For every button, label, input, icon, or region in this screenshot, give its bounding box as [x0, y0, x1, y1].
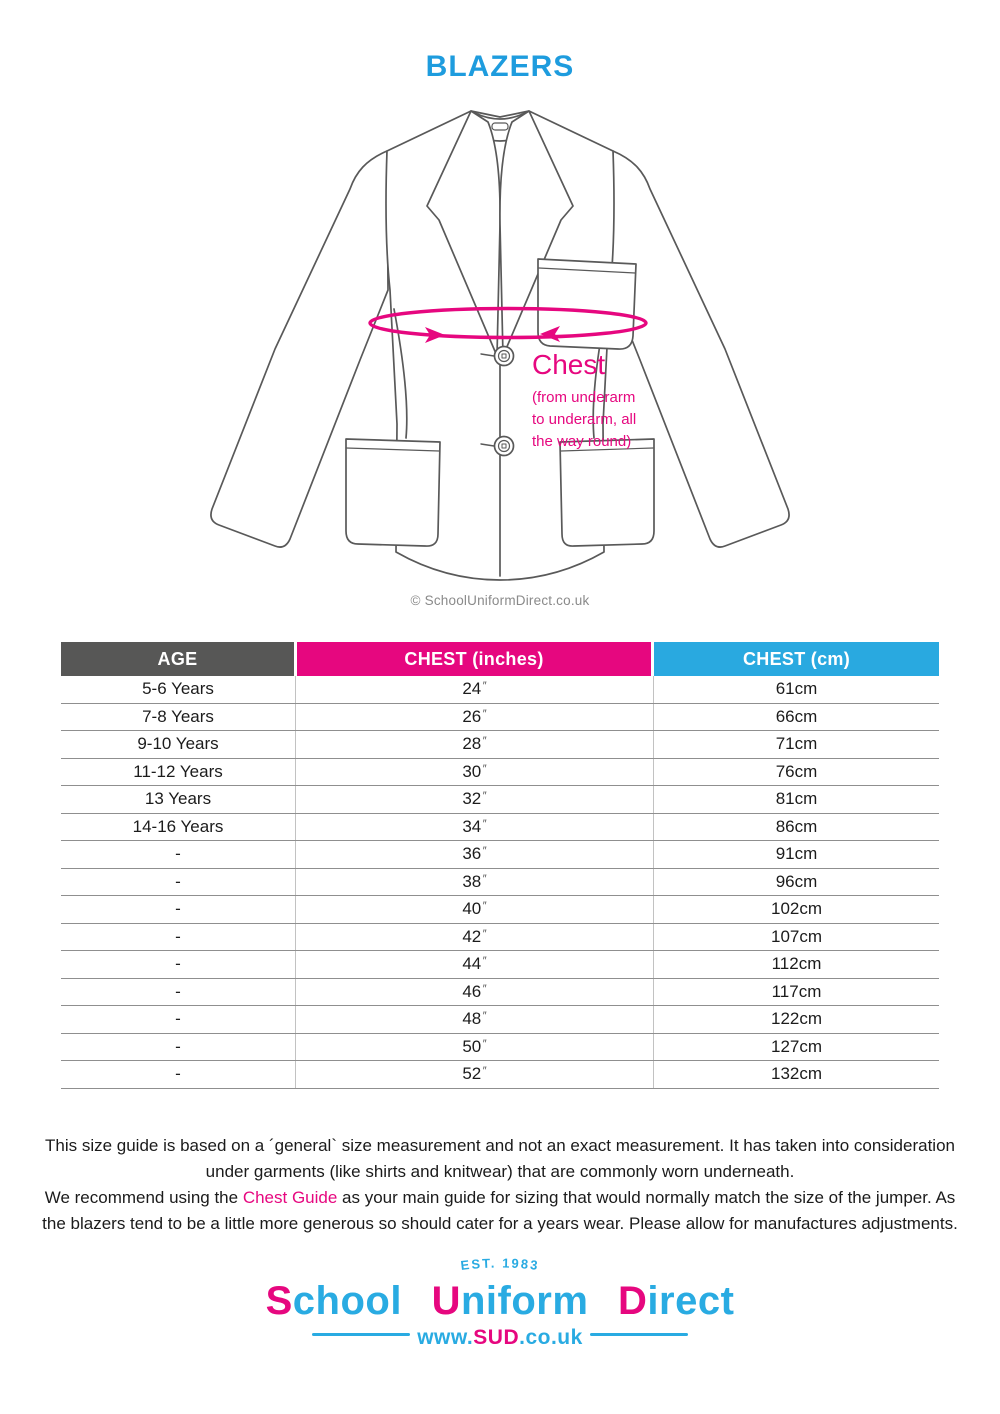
cell-age: -: [175, 954, 181, 974]
cell-chest-inches: 50 ″: [295, 1034, 653, 1061]
notes-paragraph-2: We recommend using the Chest Guide as your main guide for sizing that would normally match the size of the jumper. As the blazers tend to be a little more generous so should cater for a years wear. Please allow for manufactures adjustments.: [42, 1187, 958, 1233]
inch-mark: ″: [482, 762, 487, 775]
page-title: BLAZERS: [425, 50, 575, 83]
col-header-chest-inches: CHEST (inches): [297, 642, 651, 676]
blazer-line-drawing-icon: [170, 94, 830, 591]
cell-age: 7-8 Years: [142, 706, 214, 726]
cell-age: 13 Years: [144, 789, 212, 809]
left-pocket: [346, 439, 440, 546]
logo-word-school: School: [265, 1278, 402, 1323]
logo-url-brand: SUD: [473, 1325, 520, 1349]
cell-chest-cm: 112cm: [653, 951, 939, 978]
chest-label: Chest: [532, 349, 606, 380]
brand-logo: [0, 1253, 1000, 1348]
cell-chest-inches: 42 ″: [295, 924, 653, 951]
blazer-figure: [0, 94, 1000, 591]
cell-chest-cm: 96cm: [653, 869, 939, 896]
inch-mark: ″: [482, 982, 487, 995]
cell-age: 9-10 Years: [137, 734, 219, 754]
inch-mark: ″: [482, 872, 487, 885]
logo-wordmark: [0, 1278, 1000, 1323]
cell-chest-cm: 81cm: [653, 786, 939, 813]
copyright-line: © SchoolUniformDirect.co.uk: [410, 593, 590, 608]
cell-chest-inches: 32 ″: [295, 786, 653, 813]
table-row: [61, 704, 939, 732]
table-row: [61, 979, 939, 1007]
table-header-row: [61, 642, 939, 676]
cell-chest-inches: 26 ″: [295, 704, 653, 731]
cell-age: -: [175, 926, 181, 946]
inch-mark: ″: [482, 707, 487, 720]
cell-chest-inches: 34 ″: [295, 814, 653, 841]
inch-mark: ″: [482, 817, 487, 830]
cell-age: -: [175, 1036, 181, 1056]
cell-chest-cm: 61cm: [653, 676, 939, 703]
cell-age: 11-12 Years: [133, 761, 223, 781]
chest-note-line2: to underarm, all: [532, 411, 637, 428]
table-row: [61, 924, 939, 952]
size-table: [61, 642, 939, 1089]
logo-url: www.SUD.co.uk: [0, 1327, 1000, 1348]
cell-chest-cm: 86cm: [653, 814, 939, 841]
inch-mark: ″: [482, 927, 487, 940]
cell-chest-cm: 107cm: [653, 924, 939, 951]
table-row: [61, 841, 939, 869]
cell-chest-inches: 48 ″: [295, 1006, 653, 1033]
cell-age: 14-16 Years: [132, 816, 224, 836]
cell-age: -: [175, 1009, 181, 1029]
cell-age: 5-6 Years: [142, 679, 214, 699]
cell-chest-inches: 28 ″: [295, 731, 653, 758]
cell-chest-cm: 132cm: [653, 1061, 939, 1088]
chest-guide-highlight: Chest Guide: [242, 1187, 338, 1207]
table-row: [61, 1006, 939, 1034]
inch-mark: ″: [482, 900, 487, 912]
notes-paragraph-1: This size guide is based on a ´general` size measurement and not an exact measurement. It has taken into consideration under garments (like shirts and knitwear) that are commonly worn underneath.: [44, 1135, 955, 1181]
cell-chest-inches: 38 ″: [295, 869, 653, 896]
table-row: [61, 1034, 939, 1062]
cell-chest-cm: 127cm: [653, 1034, 939, 1061]
logo-word-uniform: Uniform: [431, 1278, 589, 1323]
inch-mark: ″: [482, 790, 487, 802]
cell-age: -: [175, 844, 181, 864]
inch-mark: ″: [482, 1010, 487, 1022]
cell-chest-cm: 91cm: [653, 841, 939, 868]
cell-chest-inches: 40 ″: [295, 896, 653, 923]
col-header-age: AGE: [61, 642, 294, 676]
dash-left: [312, 1333, 410, 1336]
cell-age: -: [175, 1064, 181, 1084]
cell-chest-cm: 66cm: [653, 704, 939, 731]
cell-chest-cm: 102cm: [653, 896, 939, 923]
logo-word-direct: Direct: [618, 1278, 735, 1323]
table-body: [61, 676, 939, 1089]
chest-note-line3: the way round): [532, 433, 632, 450]
cell-chest-inches: 30 ″: [295, 759, 653, 786]
cell-age: -: [175, 981, 181, 1001]
cell-chest-cm: 76cm: [653, 759, 939, 786]
cell-chest-inches: 44 ″: [295, 951, 653, 978]
size-guide-notes: [41, 1133, 959, 1237]
dash-right: [590, 1333, 688, 1336]
cell-chest-inches: 24 ″: [295, 676, 653, 703]
inch-mark: ″: [482, 1037, 487, 1050]
table-row: [61, 676, 939, 704]
table-row: [61, 786, 939, 814]
inch-mark: ″: [482, 845, 487, 857]
cell-chest-inches: 52 ″: [295, 1061, 653, 1088]
table-row: [61, 759, 939, 787]
inch-mark: ″: [482, 680, 487, 692]
table-row: [61, 1061, 939, 1089]
cell-chest-inches: 36 ″: [295, 841, 653, 868]
cell-chest-cm: 71cm: [653, 731, 939, 758]
table-row: [61, 731, 939, 759]
svg-text:EST. 1983: EST. 1983: [459, 1254, 541, 1273]
right-pocket: [560, 439, 654, 546]
inch-mark: ″: [482, 955, 487, 967]
cell-age: -: [175, 899, 181, 919]
cell-age: -: [175, 871, 181, 891]
cell-chest-inches: 46 ″: [295, 979, 653, 1006]
inch-mark: ″: [482, 735, 487, 747]
col-header-chest-cm: CHEST (cm): [654, 642, 939, 676]
table-row: [61, 869, 939, 897]
inch-mark: ″: [482, 1065, 487, 1077]
table-row: [61, 814, 939, 842]
cell-chest-cm: 122cm: [653, 1006, 939, 1033]
table-row: [61, 951, 939, 979]
cell-chest-cm: 117cm: [653, 979, 939, 1006]
chest-note-line1: (from underarm: [532, 389, 636, 406]
table-row: [61, 896, 939, 924]
